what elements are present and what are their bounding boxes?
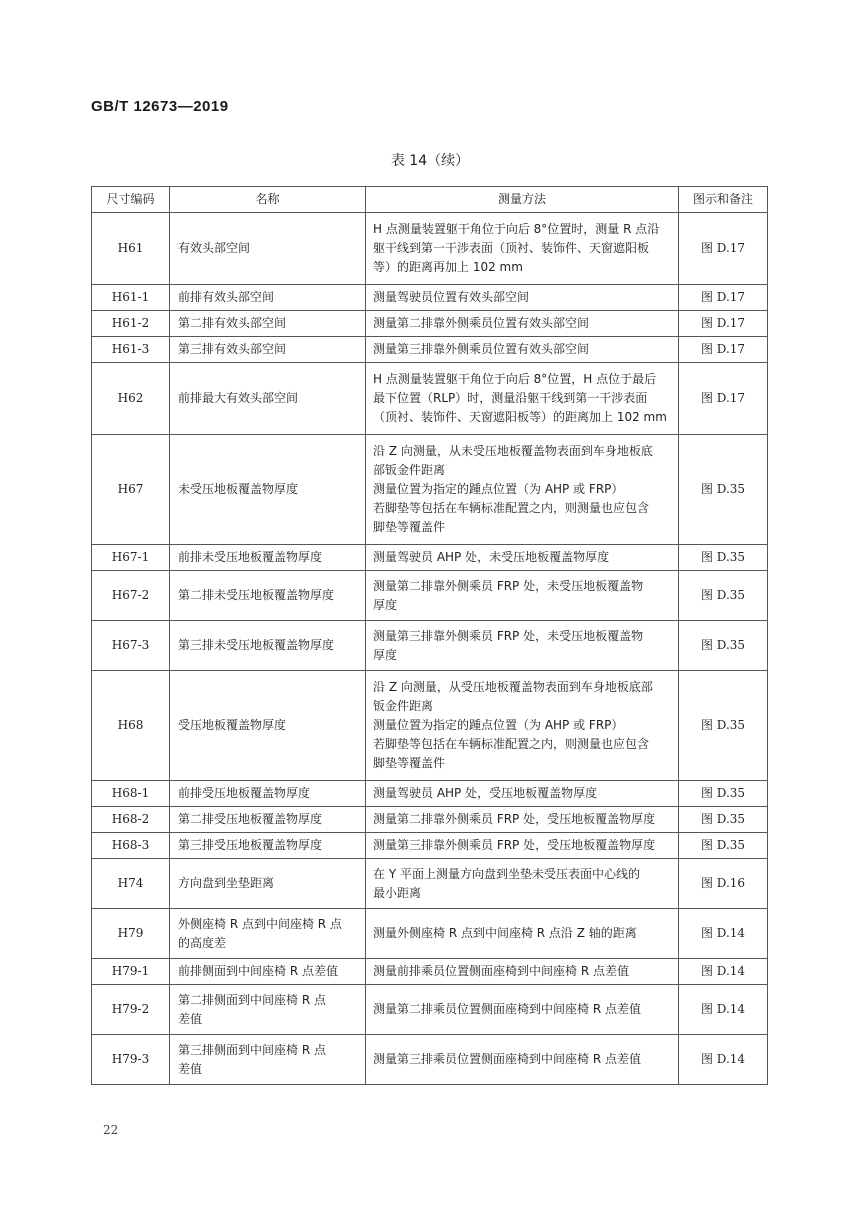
column-header-name: 名称: [170, 187, 366, 213]
measurement-method-line: 测量第二排乘员位置侧面座椅到中间座椅 R 点差值: [373, 1002, 641, 1016]
dimension-name: [170, 285, 366, 311]
figure-reference: 图 D.35: [679, 671, 768, 781]
figure-reference: 图 D.35: [679, 781, 768, 807]
measurement-method: [366, 781, 679, 807]
dimension-code: H79-3: [92, 1035, 170, 1085]
column-header-code: 尺寸编码: [92, 187, 170, 213]
figure-reference: 图 D.14: [679, 1035, 768, 1085]
dimension-code: H61: [92, 213, 170, 285]
dimension-name-line: 受压地板覆盖物厚度: [178, 718, 287, 732]
dimension-name: [170, 545, 366, 571]
measurement-method-line: H 点测量装置躯干角位于向后 8°位置时，测量 R 点沿: [373, 222, 660, 236]
dimension-name: [170, 571, 366, 621]
measurement-method: [366, 985, 679, 1035]
measurement-method-line: 测量驾驶员 AHP 处，受压地板覆盖物厚度: [373, 786, 598, 800]
table-row: [92, 985, 768, 1035]
measurement-method-line: 测量位置为指定的踵点位置（为 AHP 或 FRP）: [373, 718, 624, 732]
measurement-method: [366, 833, 679, 859]
figure-reference: 图 D.35: [679, 807, 768, 833]
dimension-code: H67-2: [92, 571, 170, 621]
table-row: [92, 285, 768, 311]
measurement-method: [366, 435, 679, 545]
table-row: [92, 833, 768, 859]
figure-reference: 图 D.35: [679, 833, 768, 859]
measurement-method-line: 测量第二排靠外侧乘员 FRP 处，未受压地板覆盖物: [373, 578, 644, 593]
dimension-name-line: 第二排有效头部空间: [178, 316, 287, 330]
table-row: [92, 807, 768, 833]
dimension-code: H67-1: [92, 545, 170, 571]
dimension-name: [170, 859, 366, 909]
dimension-name-line: 未受压地板覆盖物厚度: [178, 482, 299, 496]
dimension-name-line: 前排有效头部空间: [178, 290, 275, 304]
dimension-name-line: 前排最大有效头部空间: [178, 391, 299, 405]
measurement-method-line: 在 Y 平面上测量方向盘到坐垫未受压表面中心线的: [373, 866, 640, 881]
dimension-name: [170, 959, 366, 985]
dimension-name: [170, 985, 366, 1035]
dimension-name-line: 第三排侧面到中间座椅 R 点: [178, 1042, 326, 1057]
dimension-code: H79-1: [92, 959, 170, 985]
figure-reference: 图 D.17: [679, 363, 768, 435]
table-row: [92, 671, 768, 781]
measurement-method-line: 测量驾驶员 AHP 处，未受压地板覆盖物厚度: [373, 550, 610, 564]
measurement-method-line: 部钣金件距离: [373, 463, 446, 477]
measurement-method: [366, 859, 679, 909]
table-header-row: [92, 187, 768, 213]
measurement-method-line: 最下位置（RLP）时，测量沿躯干线到第一干涉表面: [373, 391, 648, 405]
table-row: [92, 859, 768, 909]
measurement-method-line: 测量前排乘员位置侧面座椅到中间座椅 R 点差值: [373, 964, 629, 978]
dimension-name: [170, 363, 366, 435]
measurement-method-line: 测量第三排乘员位置侧面座椅到中间座椅 R 点差值: [373, 1052, 641, 1066]
table-body: [92, 213, 768, 1085]
measurement-method-line: 测量第二排靠外侧乘员位置有效头部空间: [373, 316, 590, 330]
dimension-name: [170, 833, 366, 859]
measurement-method-line: H 点测量装置躯干角位于向后 8°位置，H 点位于最后: [373, 372, 657, 386]
measurement-method-line: （顶衬、装饰件、天窗遮阳板等）的距离加上 102 mm: [373, 410, 667, 424]
dimension-name: [170, 909, 366, 959]
figure-reference: 图 D.14: [679, 985, 768, 1035]
table-row: [92, 435, 768, 545]
measurement-method-line: 最小距离: [373, 885, 422, 900]
dimension-name-line: 第二排侧面到中间座椅 R 点: [178, 992, 326, 1007]
dimension-code: H68-3: [92, 833, 170, 859]
measurement-method-line: 若脚垫等包括在车辆标准配置之内，则测量也应包含: [373, 737, 650, 751]
measurement-method-line: 测量第三排靠外侧乘员位置有效头部空间: [373, 342, 590, 356]
table-row: [92, 571, 768, 621]
measurement-method: [366, 363, 679, 435]
table-row: [92, 311, 768, 337]
figure-reference: 图 D.35: [679, 571, 768, 621]
measurement-method: [366, 213, 679, 285]
table-row: [92, 909, 768, 959]
dimension-name: [170, 807, 366, 833]
column-header-note: 图示和备注: [679, 187, 768, 213]
dimension-name-line: 前排侧面到中间座椅 R 点差值: [178, 964, 338, 978]
dimension-code: H68: [92, 671, 170, 781]
dimension-name-line: 有效头部空间: [178, 241, 251, 255]
measurement-method-line: 沿 Z 向测量，从未受压地板覆盖物表面到车身地板底: [373, 444, 653, 458]
table-caption: 表 14（续）: [390, 153, 470, 169]
measurement-method-line: 测量第三排靠外侧乘员 FRP 处，受压地板覆盖物厚度: [373, 838, 656, 852]
measurement-method-line: 厚度: [373, 597, 398, 612]
measurement-table: [91, 186, 768, 1085]
measurement-method-line: 脚垫等覆盖件: [373, 756, 446, 770]
column-header-method: 测量方法: [366, 187, 679, 213]
dimension-name-line: 前排受压地板覆盖物厚度: [178, 786, 311, 800]
dimension-name: [170, 621, 366, 671]
measurement-method-line: 测量驾驶员位置有效头部空间: [373, 290, 530, 304]
figure-reference: 图 D.14: [679, 959, 768, 985]
measurement-method-line: 测量位置为指定的踵点位置（为 AHP 或 FRP）: [373, 482, 624, 496]
dimension-name-line: 第三排受压地板覆盖物厚度: [178, 838, 323, 852]
dimension-name-line: 的高度差: [178, 935, 227, 950]
table-container: [91, 186, 767, 1085]
measurement-method: [366, 285, 679, 311]
figure-reference: 图 D.17: [679, 337, 768, 363]
figure-reference: 图 D.35: [679, 435, 768, 545]
dimension-code: H61-3: [92, 337, 170, 363]
measurement-method: [366, 571, 679, 621]
dimension-code: H74: [92, 859, 170, 909]
page-number: 22: [103, 1123, 119, 1137]
figure-reference: 图 D.17: [679, 213, 768, 285]
figure-reference: 图 D.35: [679, 545, 768, 571]
dimension-name-line: 方向盘到坐垫距离: [178, 876, 275, 890]
dimension-name: [170, 435, 366, 545]
dimension-name-line: 第三排未受压地板覆盖物厚度: [178, 638, 335, 652]
measurement-method: [366, 959, 679, 985]
measurement-method-line: 钣金件距离: [373, 699, 434, 713]
dimension-name-line: 外侧座椅 R 点到中间座椅 R 点: [178, 916, 342, 931]
dimension-name: [170, 781, 366, 807]
measurement-method-line: 厚度: [373, 647, 398, 662]
measurement-method: [366, 337, 679, 363]
measurement-method-line: 测量第三排靠外侧乘员 FRP 处，未受压地板覆盖物: [373, 628, 644, 643]
dimension-name-line: 前排未受压地板覆盖物厚度: [178, 550, 323, 564]
dimension-name: [170, 311, 366, 337]
dimension-name: [170, 1035, 366, 1085]
measurement-method-line: 沿 Z 向测量，从受压地板覆盖物表面到车身地板底部: [373, 680, 653, 694]
dimension-name-line: 第二排受压地板覆盖物厚度: [178, 812, 323, 826]
standard-code: GB/T 12673—2019: [91, 98, 229, 115]
dimension-code: H67: [92, 435, 170, 545]
dimension-name: [170, 671, 366, 781]
dimension-name-line: 差值: [178, 1061, 203, 1076]
figure-reference: 图 D.16: [679, 859, 768, 909]
table-row: [92, 959, 768, 985]
dimension-code: H79-2: [92, 985, 170, 1035]
table-row: [92, 213, 768, 285]
measurement-method-line: 躯干线到第一干涉表面（顶衬、装饰件、天窗遮阳板: [373, 241, 650, 255]
measurement-method: [366, 671, 679, 781]
table-row: [92, 545, 768, 571]
measurement-method: [366, 909, 679, 959]
measurement-method-line: 测量外侧座椅 R 点到中间座椅 R 点沿 Z 轴的距离: [373, 926, 637, 940]
measurement-method: [366, 545, 679, 571]
measurement-method-line: 测量第二排靠外侧乘员 FRP 处，受压地板覆盖物厚度: [373, 812, 656, 826]
dimension-code: H67-3: [92, 621, 170, 671]
dimension-name-line: 差值: [178, 1011, 203, 1026]
figure-reference: 图 D.17: [679, 311, 768, 337]
figure-reference: 图 D.35: [679, 621, 768, 671]
figure-reference: 图 D.14: [679, 909, 768, 959]
table-row: [92, 363, 768, 435]
measurement-method: [366, 1035, 679, 1085]
dimension-code: H61-1: [92, 285, 170, 311]
dimension-code: H62: [92, 363, 170, 435]
measurement-method: [366, 311, 679, 337]
measurement-method: [366, 621, 679, 671]
table-row: [92, 337, 768, 363]
dimension-name-line: 第二排未受压地板覆盖物厚度: [178, 588, 335, 602]
figure-reference: 图 D.17: [679, 285, 768, 311]
dimension-name: [170, 213, 366, 285]
dimension-name: [170, 337, 366, 363]
measurement-method-line: 若脚垫等包括在车辆标准配置之内，则测量也应包含: [373, 501, 650, 515]
dimension-code: H61-2: [92, 311, 170, 337]
measurement-method: [366, 807, 679, 833]
measurement-method-line: 等）的距离再加上 102 mm: [373, 260, 523, 274]
dimension-code: H68-1: [92, 781, 170, 807]
dimension-code: H68-2: [92, 807, 170, 833]
measurement-method-line: 脚垫等覆盖件: [373, 520, 446, 534]
table-row: [92, 781, 768, 807]
table-row: [92, 1035, 768, 1085]
table-row: [92, 621, 768, 671]
dimension-name-line: 第三排有效头部空间: [178, 342, 287, 356]
dimension-code: H79: [92, 909, 170, 959]
